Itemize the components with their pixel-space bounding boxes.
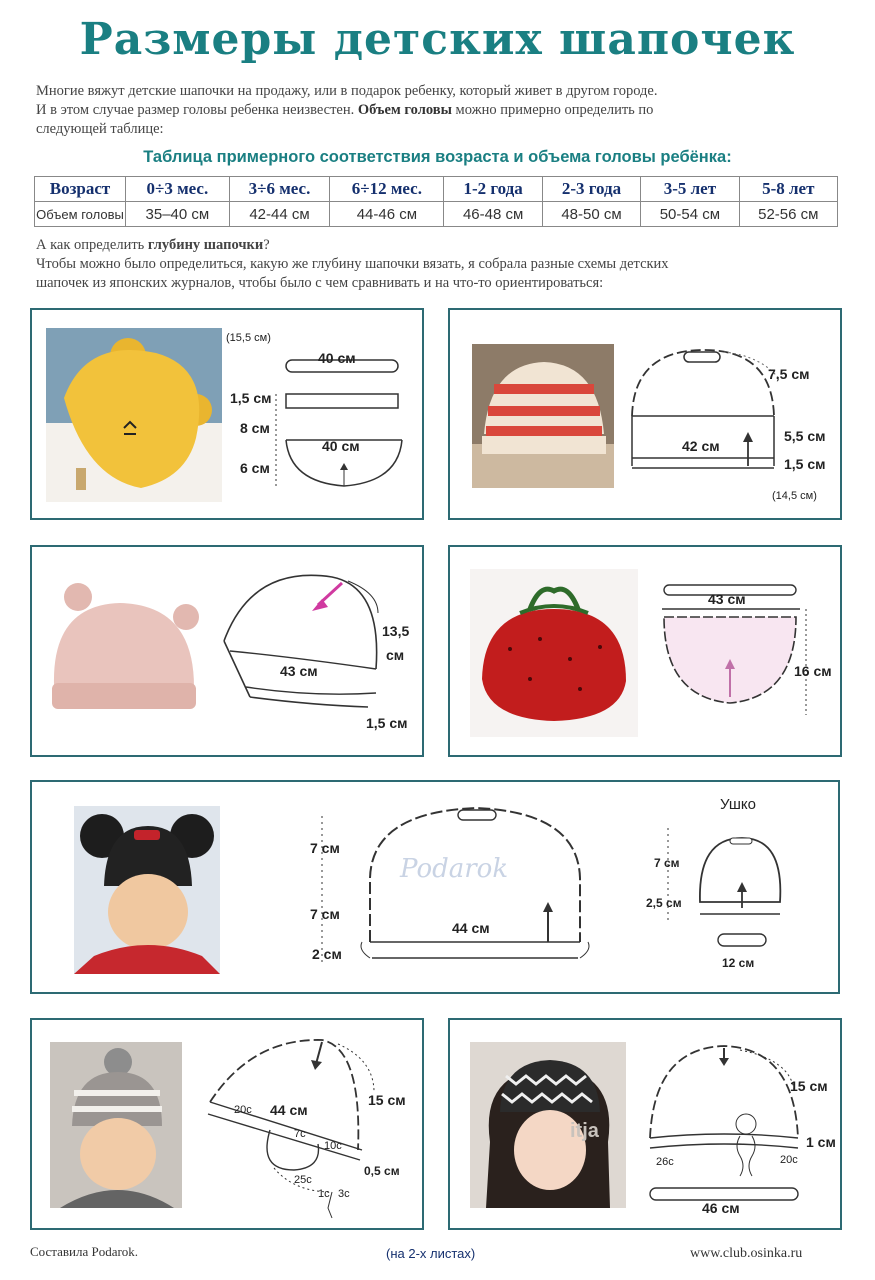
earflap-hat-schema (32, 1020, 426, 1232)
width-label: 43 см (708, 591, 746, 607)
hat-panel-earflap (30, 1018, 424, 1230)
table-cell: 46-48 см (444, 202, 542, 227)
hat-panel-striped (448, 308, 842, 520)
intro-line-2c: можно примерно определить по (455, 102, 654, 118)
ear-depth-label: 7 см (654, 856, 680, 870)
depth-line-1a: А как определить (36, 237, 145, 253)
footer-author: Составила Podarok. (30, 1244, 139, 1259)
width-label: 43 см (280, 663, 318, 679)
size-table (34, 176, 838, 227)
depth-label: 6 см (240, 460, 270, 476)
depth-label: 2 см (312, 946, 342, 962)
table-header-cell: 1-2 года (444, 177, 542, 202)
table-cell: 44-46 см (330, 202, 444, 227)
table-header-row (35, 177, 838, 202)
stitch-count: 3с (338, 1188, 350, 1200)
bear-hat-schema (32, 310, 426, 522)
stitch-count: 20с (780, 1154, 798, 1166)
height-label: 15 см (368, 1092, 406, 1108)
table-title: Таблица примерного соответствия возраста и объема головы ребёнка: (143, 148, 732, 166)
depth-label: 5,5 см (784, 428, 826, 444)
table-cell: 52-56 см (739, 202, 837, 227)
width-label: 44 см (452, 920, 490, 936)
depth-line-2: Чтобы можно было определиться, какую же глубину шапочки вязать, я собрала разные схемы детских (36, 256, 669, 272)
depth-text (36, 236, 846, 293)
table-header-cell: 3÷6 мес. (229, 177, 330, 202)
height-label: 16 см (794, 663, 832, 679)
width-label: 40 см (318, 350, 356, 366)
height-label-unit: см (386, 647, 405, 663)
hat-panel-pink (30, 545, 424, 757)
stitch-count: 10с (324, 1140, 342, 1152)
depth-label: 7 см (310, 840, 340, 856)
height-label: 15 см (790, 1078, 828, 1094)
intro-line-2a: И в этом случае размер головы ребенка неизвестен. (36, 102, 355, 118)
width-label: 42 см (682, 438, 720, 454)
intro-line-3: следующей таблице: (36, 121, 164, 137)
table-row (35, 202, 838, 227)
table-header-cell: Возраст (35, 177, 126, 202)
depth-label: 8 см (240, 420, 270, 436)
depth-label: 1,5 см (784, 456, 826, 472)
depth-label: 7,5 см (768, 366, 810, 382)
table-header-cell: 2-3 года (542, 177, 640, 202)
brim-label: 1 см (806, 1134, 836, 1150)
brim-label: 1,5 см (366, 715, 408, 731)
table-cell: 35–40 см (126, 202, 230, 227)
hat-panel-zigzag (448, 1018, 842, 1230)
stitch-count: 1с (318, 1188, 330, 1200)
ear-depth-label: 2,5 см (646, 896, 682, 910)
depth-term: глубину шапочки (147, 237, 264, 253)
zigzag-hat-schema (450, 1020, 844, 1232)
stitch-count: 7с (294, 1128, 306, 1140)
table-cell: 50-54 см (641, 202, 739, 227)
table-header-cell: 3-5 лет (641, 177, 739, 202)
table-header-cell: 5-8 лет (739, 177, 837, 202)
intro-line-1: Многие вяжут детские шапочки на продажу, или в подарок ребенку, который живет в другом городе. (36, 83, 658, 99)
table-cell: Объем головы (35, 202, 126, 227)
width-label: 44 см (270, 1102, 308, 1118)
table-cell: 48-50 см (542, 202, 640, 227)
intro-head-volume: Объем головы (357, 102, 452, 118)
hat-panel-strawberry (448, 545, 842, 757)
strawberry-hat-schema (450, 547, 844, 759)
table-header-cell: 6÷12 мес. (330, 177, 444, 202)
depth-label: 1,5 см (230, 390, 272, 406)
table-header-cell: 0÷3 мес. (126, 177, 230, 202)
note-label: (14,5 см) (772, 490, 817, 502)
stitch-count: 25с (294, 1174, 312, 1186)
width-label: 46 см (702, 1200, 740, 1216)
intro-text (36, 82, 846, 139)
hat-panel-bear (30, 308, 424, 520)
mickey-hat-schema (32, 782, 842, 996)
footer-site: www.club.osinka.ru (690, 1246, 803, 1261)
footer-pages: (на 2-х листах) (386, 1246, 476, 1261)
stitch-count: 20с (234, 1104, 252, 1116)
page-title: Размеры детских шапочек (79, 14, 796, 65)
hat-panel-mickey (30, 780, 840, 994)
ear-width-label: 12 см (722, 956, 755, 970)
note-label: (15,5 см) (226, 332, 271, 344)
height-label: 13,5 (382, 623, 410, 639)
watermark-text: Podarok (400, 854, 509, 884)
watermark-text: itja (570, 1120, 599, 1142)
table-cell: 42-44 см (229, 202, 330, 227)
brim-label: 0,5 см (364, 1164, 400, 1178)
depth-line-1c: ? (263, 237, 270, 253)
stitch-count: 26с (656, 1156, 674, 1168)
depth-label: 7 см (310, 906, 340, 922)
ear-title: Ушко (720, 796, 756, 813)
depth-line-3: шапочек из японских журналов, чтобы было с чем сравнивать и на что-то ориентироваться: (36, 275, 604, 291)
width-label: 40 см (322, 438, 360, 454)
